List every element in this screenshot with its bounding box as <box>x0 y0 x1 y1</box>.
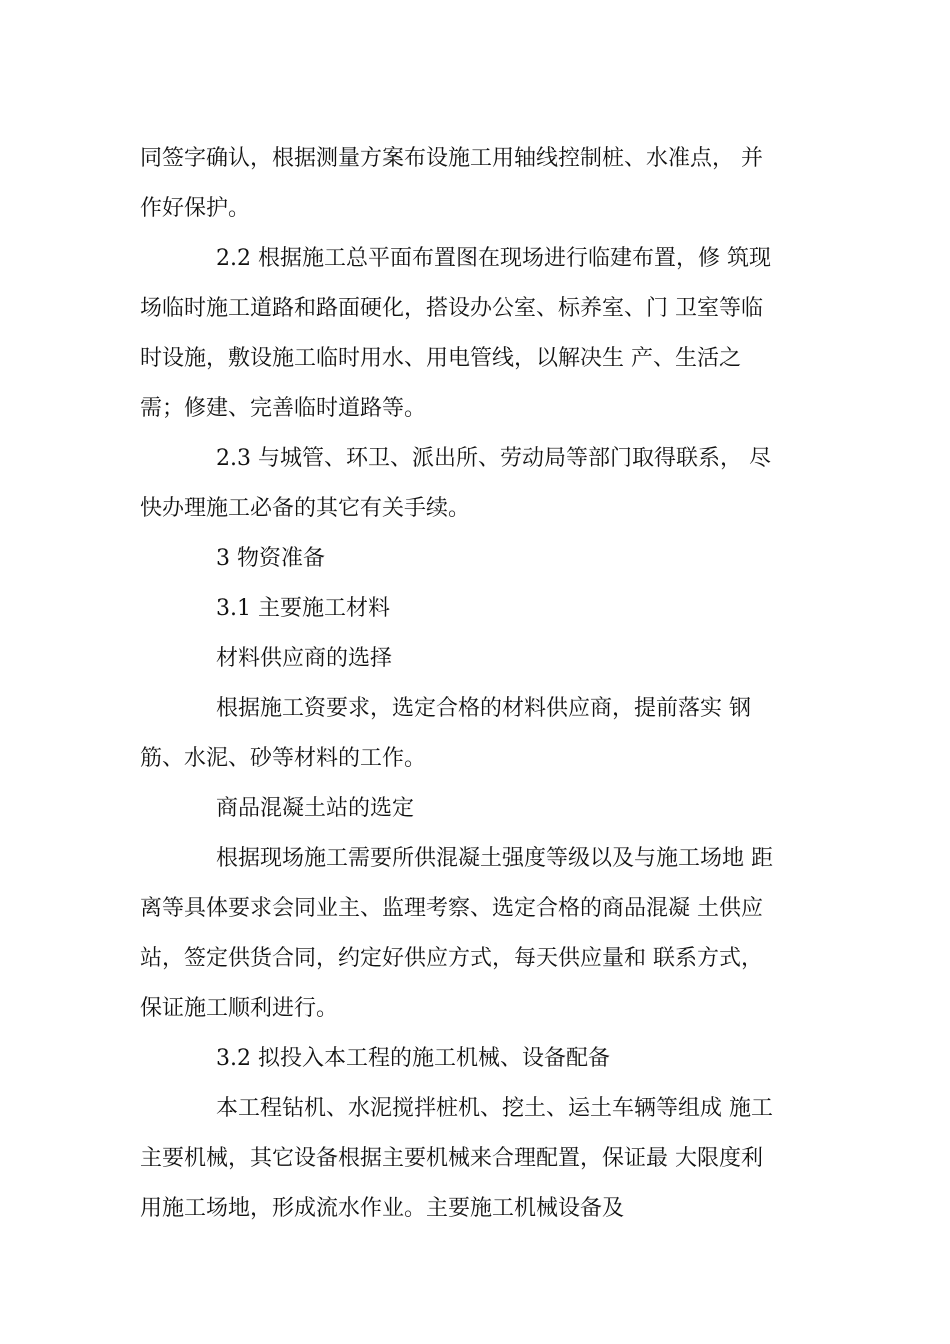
text-line: 保证施工顺利进行。 <box>140 996 339 1021</box>
text-line: 作好保护。 <box>140 196 251 221</box>
text-line: 本工程钻机、水泥搅拌桩机、挖土、运土车辆等组成 施工 <box>216 1096 773 1121</box>
paragraph <box>140 134 830 234</box>
text-line: 2.3 与城管、环卫、派出所、劳动局等部门取得联系， 尽 <box>216 446 771 471</box>
text-line: 商品混凝土站的选定 <box>216 796 415 821</box>
text-line: 快办理施工必备的其它有关手续。 <box>140 496 471 521</box>
paragraph <box>140 784 830 834</box>
text-line: 用施工场地，形成流水作业。主要施工机械设备及 <box>140 1196 625 1221</box>
paragraph <box>140 684 830 784</box>
text-line: 时设施，敷设施工临时用水、用电管线，以解决生 产、生活之 <box>140 346 741 371</box>
text-line: 3.1 主要施工材料 <box>216 596 390 621</box>
paragraph <box>140 1034 830 1084</box>
text-line: 同签字确认，根据测量方案布设施工用轴线控制桩、水准点， 并 <box>140 146 763 171</box>
paragraph <box>140 834 830 1034</box>
text-line: 根据施工资要求，选定合格的材料供应商，提前落实 钢 <box>216 696 751 721</box>
paragraph <box>140 1084 830 1234</box>
document-body <box>140 134 830 1234</box>
paragraph <box>140 534 830 584</box>
text-line: 需；修建、完善临时道路等。 <box>140 396 427 421</box>
paragraph <box>140 434 830 534</box>
text-line: 离等具体要求会同业主、监理考察、选定合格的商品混凝 土供应 <box>140 896 763 921</box>
text-line: 3 物资准备 <box>216 546 325 571</box>
text-line: 场临时施工道路和路面硬化，搭设办公室、标养室、门 卫室等临 <box>140 296 763 321</box>
text-line: 材料供应商的选择 <box>216 646 393 671</box>
text-line: 站，签定供货合同，约定好供应方式，每天供应量和 联系方式， <box>140 946 763 971</box>
text-line: 3.2 拟投入本工程的施工机械、设备配备 <box>216 1046 610 1071</box>
text-line: 主要机械，其它设备根据主要机械来合理配置，保证最 大限度利 <box>140 1146 763 1171</box>
paragraph <box>140 634 830 684</box>
paragraph <box>140 584 830 634</box>
text-line: 根据现场施工需要所供混凝土强度等级以及与施工场地 距 <box>216 846 773 871</box>
text-line: 筋、水泥、砂等材料的工作。 <box>140 746 427 771</box>
paragraph <box>140 234 830 434</box>
text-line: 2.2 根据施工总平面布置图在现场进行临建布置，修 筑现 <box>216 246 771 271</box>
